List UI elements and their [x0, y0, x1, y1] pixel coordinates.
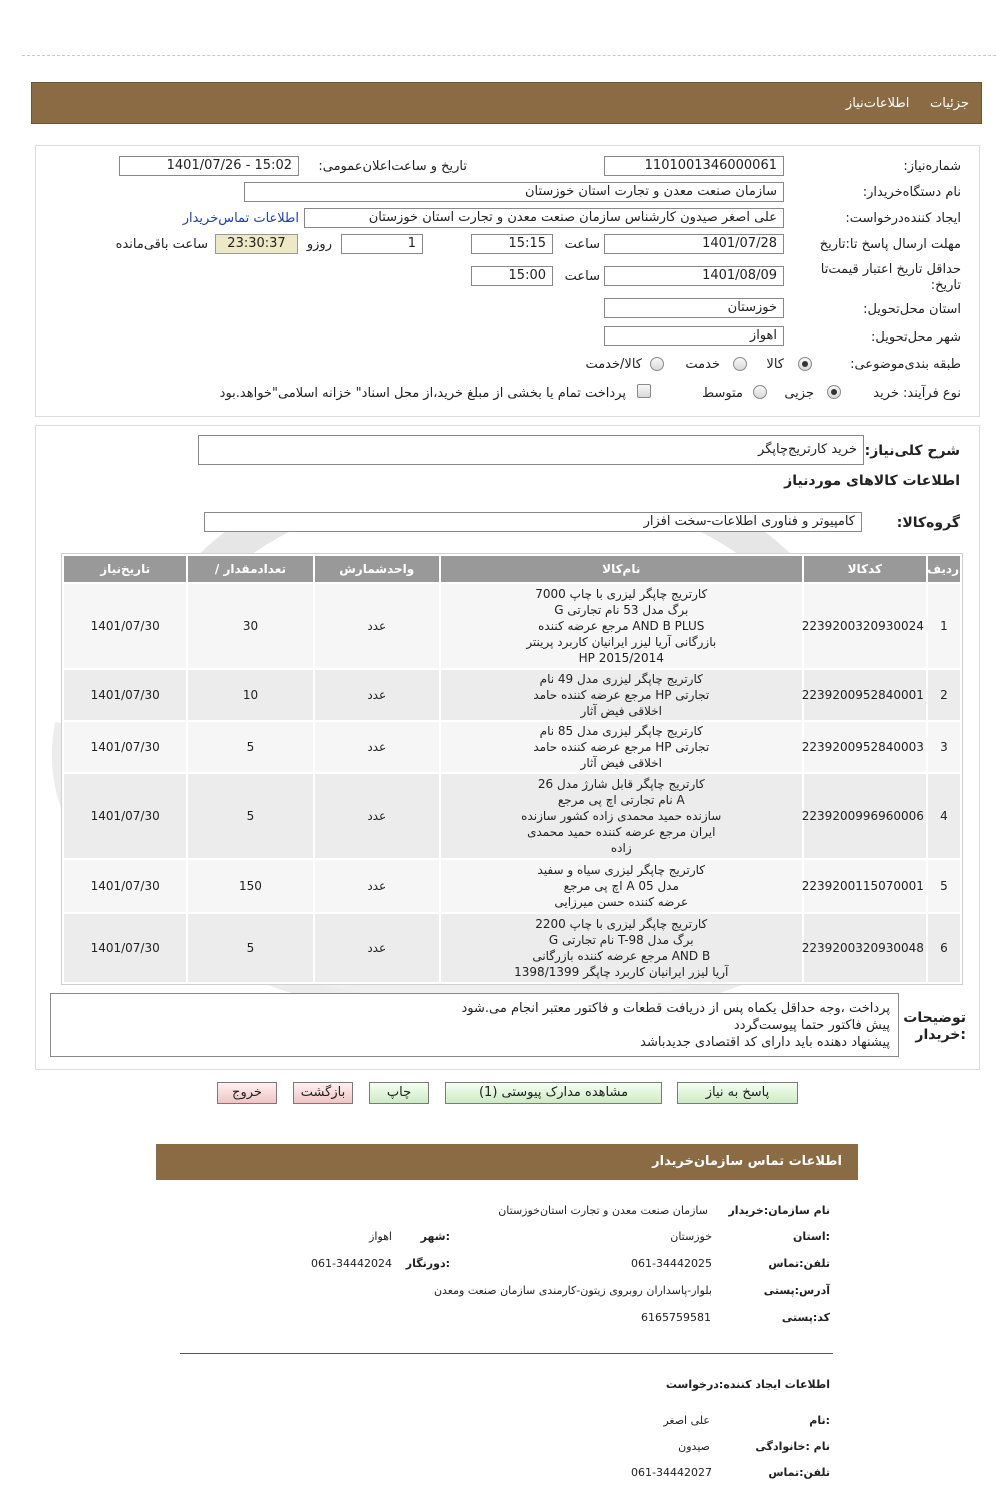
cell-qty: 5	[188, 914, 312, 982]
cell-row: 5	[928, 860, 960, 912]
goods-group-field: کامپیوتر و فناوری اطلاعات-سخت افزار	[204, 512, 862, 532]
table-row	[64, 584, 960, 668]
cell-row: 2	[928, 670, 960, 720]
name-line: کارتریج چاپگر لیزری با چاپ 2200	[535, 917, 708, 931]
name-line: زاده	[610, 841, 632, 855]
cell-code: 2239200320930024	[804, 584, 926, 668]
name-line: سازنده حمید محمدی زاده کشور سازنده	[521, 809, 722, 823]
process-partial-label: جزیی	[784, 386, 814, 401]
print-button[interactable]: چاپ	[369, 1082, 429, 1104]
cell-name	[441, 584, 802, 668]
table-row	[64, 722, 960, 772]
deadline-date-field: 1401/07/28	[604, 234, 784, 254]
respond-button[interactable]: پاسخ به نیاز	[677, 1082, 798, 1104]
name-line: تجارتی HP مرجع عرضه کننده حامد	[533, 688, 710, 702]
category-both-radio[interactable]	[650, 357, 664, 371]
category-label: طبقه بندی‌موضوعی:	[850, 357, 961, 372]
cell-code: 2239200320930048	[804, 914, 926, 982]
deadline-label: مهلت ارسال پاسخ تا‌:تاریخ	[819, 237, 961, 252]
name-line: اخلاقی فیض آثار	[580, 756, 662, 770]
announce-field: 1401/07/26 - 15:02	[119, 156, 299, 176]
contact-city-value: اهواز	[369, 1230, 392, 1243]
contact-address-value: بلوار-پاسداران روبروی زیتون-کارمندی سازمان صنعت ومعدن	[433, 1284, 712, 1297]
goods-table-header	[64, 556, 960, 582]
notes-box	[50, 993, 899, 1057]
contact-fax-label: :دورنگار	[405, 1257, 450, 1270]
attachments-button[interactable]: مشاهده مدارک پیوستی (1)	[445, 1082, 662, 1104]
process-medium-radio[interactable]	[753, 385, 767, 399]
table-row	[64, 860, 960, 912]
contact-city-label: :شهر	[420, 1230, 450, 1243]
cell-name	[441, 722, 802, 772]
col-name: نام‌کالا	[441, 556, 802, 582]
name-line: تجارتی HP مرجع عرضه کننده حامد	[533, 740, 710, 754]
cell-qty: 10	[188, 670, 312, 720]
col-row: ردیف	[928, 556, 960, 582]
validity-date-field: 1401/08/09	[604, 266, 784, 286]
category-goods-radio[interactable]	[798, 357, 812, 371]
cell-code: 2239200952840001	[804, 670, 926, 720]
header-bar	[31, 82, 982, 124]
name-line: کارتریج چاپگر لیزری مدل 49 نام	[539, 672, 703, 686]
cell-row: 4	[928, 774, 960, 858]
note-line: پیشنهاد دهنده باید دارای کد اقتصادی جدیدباشد	[640, 1035, 890, 1050]
days-label: روزو	[306, 237, 332, 252]
need-number-field: 1101001346000061	[604, 156, 784, 176]
name-line: AND B PLUS مرجع عرضه کننده	[538, 619, 705, 633]
process-medium-label: متوسط	[702, 386, 743, 401]
name-line: مدل A 05 اچ پی مرجع	[563, 879, 679, 893]
buyer-org-field: سازمان صنعت معدن و تجارت استان خوزستان	[244, 182, 784, 202]
buyer-contact-link[interactable]: اطلاعات تماس‌خریدار	[182, 211, 299, 226]
cell-unit: عدد	[315, 774, 439, 858]
table-row	[64, 914, 960, 982]
note-line: پرداخت ،وجه حداقل یکماه پس از دریافت قطعات و فاکتور معتبر انجام می.شود	[461, 1001, 890, 1016]
treasury-payment-checkbox[interactable]	[637, 384, 651, 398]
treasury-payment-note: پرداخت تمام یا بخشی از مبلغ خرید،از محل اسناد" خزانه اسلامی"خواهد.بود	[219, 386, 626, 401]
buyer-contact-header	[156, 1144, 858, 1180]
name-line: ایران مرجع عرضه کننده حمید محمدی	[527, 825, 716, 839]
need-number-label: شماره‌نیاز:	[903, 159, 961, 174]
summary-field: خرید کارتریج‌چاپگر	[198, 435, 864, 465]
contact-postal-label: کد‌:پستی	[781, 1311, 830, 1324]
contact-province-label: :استان	[793, 1230, 830, 1243]
deadline-hour-label: ساعت	[564, 237, 600, 252]
name-line: عرضه کننده حسن میرزایی	[554, 895, 689, 909]
creator-family-label: نام :خانوادگی	[755, 1440, 830, 1453]
cell-qty: 5	[188, 722, 312, 772]
summary-label: شرح کلی‌نیاز:	[864, 443, 960, 459]
days-field: 1	[341, 234, 423, 254]
cell-qty: 30	[188, 584, 312, 668]
creator-info-title: اطلاعات ایجاد کننده‌:درخواست	[665, 1378, 830, 1391]
col-qty: تعدادمقدار /	[188, 556, 312, 582]
category-service-label: خدمت	[685, 357, 720, 372]
cell-name	[441, 670, 802, 720]
name-line: کارتریج چاپگر قابل شارژ مدل 26	[537, 777, 705, 791]
validity-hour-label: ساعت	[564, 269, 600, 284]
creator-label: ایجاد کننده‌درخواست:	[845, 211, 961, 226]
category-service-radio[interactable]	[733, 357, 747, 371]
remaining-timer: 23:30:37	[215, 234, 298, 254]
contact-org-value: سازمان صنعت معدن و تجارت استان‌خوزستان	[498, 1204, 708, 1217]
contact-postal-value: 6165759581	[641, 1311, 711, 1324]
cell-row: 6	[928, 914, 960, 982]
name-line: برگ مدل 53 نام تجارتی G	[554, 603, 689, 617]
goods-section-title: اطلاعات کالاهای موردنیاز	[784, 473, 960, 489]
name-line: کارتریج چاپگر لیزری سیاه و سفید	[537, 863, 706, 877]
cell-code: 2239200115070001	[804, 860, 926, 912]
city-field: اهواز	[604, 326, 784, 346]
validity-label: حداقل تاریخ اعتبار قیمت‌تا تاریخ:	[820, 262, 961, 293]
cell-unit: عدد	[315, 860, 439, 912]
category-both-label: کالا/خدمت	[585, 357, 642, 372]
cell-date: 1401/07/30	[64, 722, 186, 772]
table-row	[64, 774, 960, 858]
city-label: شهر محل‌تحویل:	[871, 330, 961, 345]
province-label: استان محل‌تحویل:	[863, 302, 961, 317]
contact-address-label: آدرس‌:پستی	[763, 1284, 830, 1297]
table-row	[64, 670, 960, 720]
cell-unit: عدد	[315, 722, 439, 772]
creator-family-value: صیدون	[678, 1440, 710, 1453]
header-tabs	[846, 96, 969, 111]
process-label: نوع فرآیند: خرید	[873, 386, 961, 401]
province-field: خوزستان	[604, 298, 784, 318]
col-date: تاریخ‌نیاز	[64, 556, 186, 582]
cell-code: 2239200952840003	[804, 722, 926, 772]
cell-date: 1401/07/30	[64, 914, 186, 982]
back-button[interactable]: بازگشت	[293, 1082, 353, 1104]
cell-qty: 150	[188, 860, 312, 912]
buyer-contact-title: اطلاعات تماس سازمان‌خریدار	[652, 1154, 842, 1169]
process-partial-radio[interactable]	[827, 385, 841, 399]
cell-unit: عدد	[315, 584, 439, 668]
top-divider	[22, 55, 996, 56]
contact-phone-label: تلفن‌:تماس	[768, 1257, 830, 1270]
contact-phone-value: 061-34442025	[631, 1257, 712, 1270]
cell-date: 1401/07/30	[64, 774, 186, 858]
name-line: بازرگانی آریا لیزر ایرانیان کاربرد پرینتر	[526, 635, 717, 649]
validity-time-field: 15:00	[471, 266, 553, 286]
name-line: کارتریج چاپگر لیزری با چاپ 7000	[535, 587, 708, 601]
cell-row: 1	[928, 584, 960, 668]
contact-org-label: نام سازمان‌:خریدار	[728, 1204, 830, 1217]
notes-label-2: :خریدار	[915, 1027, 966, 1043]
creator-phone-value: 061-34442027	[631, 1466, 712, 1479]
name-line: اخلاقی فیض آثار	[580, 704, 662, 718]
cell-name	[441, 774, 802, 858]
note-line: پیش فاکتور حتما پیوست‌گردد	[733, 1018, 890, 1033]
cell-date: 1401/07/30	[64, 584, 186, 668]
tab-details[interactable]: جزئیات	[930, 96, 969, 111]
creator-phone-label: تلفن‌:تماس	[768, 1466, 830, 1479]
creator-name-label: :نام	[809, 1414, 830, 1427]
creator-name-value: علی اصغر	[663, 1414, 710, 1427]
deadline-time-field: 15:15	[471, 234, 553, 254]
name-line: AND B مرجع عرضه کننده بازرگانی	[532, 949, 711, 963]
name-line: کارتریج چاپگر لیزری مدل 85 نام	[539, 724, 703, 738]
remaining-label: ساعت باقی‌مانده	[115, 237, 208, 252]
buyer-org-label: نام دستگاه‌خریدار:	[862, 185, 961, 200]
goods-group-label: گروه‌کالا:	[896, 515, 960, 531]
category-goods-label: کالا	[766, 357, 784, 372]
contact-divider	[180, 1353, 833, 1354]
cell-name	[441, 914, 802, 982]
creator-field: علی اصغر صیدون کارشناس سازمان صنعت معدن و تجارت استان خوزستان	[304, 208, 784, 228]
cell-qty: 5	[188, 774, 312, 858]
col-code: کدکالا	[804, 556, 926, 582]
announce-label: تاریخ و ساعت‌اعلان‌عمومی:	[318, 159, 467, 174]
name-line: A نام تجارتی اچ پی مرجع	[557, 793, 685, 807]
cell-code: 2239200996960006	[804, 774, 926, 858]
cell-unit: عدد	[315, 914, 439, 982]
col-unit: واحدشمارش	[315, 556, 439, 582]
name-line: برگ مدل T-98 نام تجارتی G	[548, 933, 694, 947]
notes-label: توضیحات	[903, 1010, 966, 1026]
goods-table	[61, 553, 963, 985]
cell-date: 1401/07/30	[64, 860, 186, 912]
exit-button[interactable]: خروج	[217, 1082, 277, 1104]
cell-date: 1401/07/30	[64, 670, 186, 720]
cell-name	[441, 860, 802, 912]
name-line: آریا لیزر ایرانیان کاربرد چاپگر 1398/1399	[514, 965, 729, 979]
contact-province-value: خوزستان	[670, 1230, 712, 1243]
cell-row: 3	[928, 722, 960, 772]
name-line: HP 2015/2014	[578, 651, 664, 665]
tab-need-info[interactable]: اطلاعات‌نیاز	[845, 96, 910, 111]
contact-fax-value: 061-34442024	[311, 1257, 392, 1270]
cell-unit: عدد	[315, 670, 439, 720]
